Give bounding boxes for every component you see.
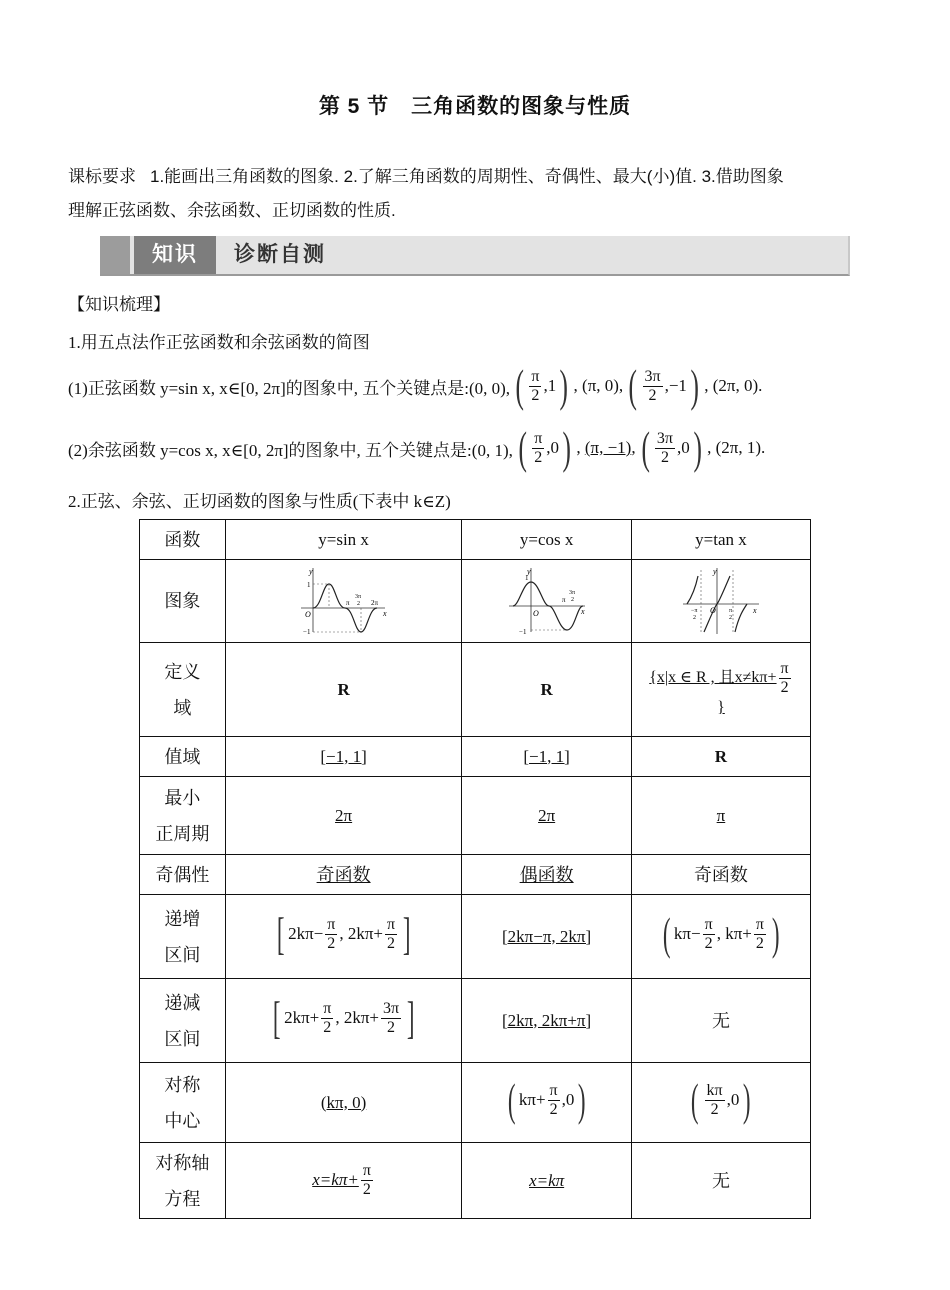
requirements: [68, 160, 888, 228]
point-pi-over-2-1: ( $\frac{\pi}{2}$ , 1 ): [515, 360, 569, 411]
label-symmetry-center: 对称 中心: [140, 1063, 226, 1143]
tick-2: 2: [728, 615, 732, 621]
origin-label: O: [532, 609, 539, 618]
cos-increasing: [2kπ−π, 2kπ]: [462, 895, 632, 979]
sine-graph: [299, 566, 389, 636]
tan-range: R: [631, 737, 810, 777]
tick-neg-pi: −π: [690, 608, 698, 614]
tan-decreasing: 无: [631, 979, 810, 1063]
tick-2: 2: [692, 615, 696, 621]
origin-label: O: [709, 606, 716, 615]
tick-neg1: −1: [302, 628, 311, 636]
banner-tag: 知识: [134, 236, 216, 274]
tick-pi: π: [561, 596, 566, 604]
sin-range: [−1, 1]: [225, 737, 462, 777]
tick-pi: π: [728, 608, 732, 614]
axis-label-y: y: [526, 567, 531, 576]
table-row: [140, 520, 811, 560]
point-pi-over-2-0: ( $\frac{\pi}{2}$ , 0 ): [518, 422, 571, 473]
tan-increasing: ( kπ − $\frac{\pi}{2}$ , kπ + $\frac{\pi}{2}$ ): [631, 895, 810, 979]
cos-symmetry-axis: x=kπ: [462, 1143, 632, 1219]
tick-1: 1: [524, 574, 529, 582]
table-row: [140, 895, 811, 979]
sine-line-prefix: (1)正弦函数 y=sin x, x∈[0, 2π]的图象中, 五个关键点是:(0, 0),: [68, 378, 511, 398]
table-row: [140, 560, 811, 643]
cosine-line-prefix: (2)余弦函数 y=cos x, x∈[0, 2π]的图象中, 五个关键点是:(0, 1),: [68, 440, 513, 460]
cos-range: [−1, 1]: [462, 737, 632, 777]
sin-symmetry-center: (kπ, 0): [225, 1063, 462, 1143]
table-row: [140, 777, 811, 855]
tick-1: 1: [306, 581, 311, 589]
tan-symmetry-axis: 无: [631, 1143, 810, 1219]
cos-period: 2π: [462, 777, 632, 855]
axis-label-x: x: [752, 606, 757, 615]
point-3pi-over-2-neg1: ( $\frac{3\pi}{2}$ , −1 ): [628, 360, 699, 411]
table-row: [140, 855, 811, 895]
tan-graph-cell: [631, 560, 810, 643]
table-row: [140, 1143, 811, 1219]
tick-3pi: 3π: [568, 590, 575, 596]
point-pi-0: (π, 0),: [582, 376, 624, 395]
section-banner: [100, 236, 850, 276]
sin-symmetry-axis: x=kπ+ $\frac{\pi}{2}$: [225, 1143, 462, 1219]
item-2-text: 2.正弦、余弦、正切函数的图象与性质(下表中 k∈Z): [68, 492, 451, 511]
tick-neg1: −1: [518, 628, 527, 636]
sine-keypoints-line: (1)正弦函数 y=sin x, x∈[0, 2π]的图象中, 五个关键点是:(0, 0), ( $\frac{\pi}{2}$ , 1 ) , (π, 0), ( $\frac{3\pi}{2}$ , −1 ) , (2π, 0).: [68, 360, 763, 411]
point-3pi-over-2-0: ( $\frac{3\pi}{2}$ , 0 ): [641, 422, 702, 473]
cosine-graph: [507, 566, 587, 636]
banner-subtitle: 诊断自测: [234, 243, 326, 266]
origin-label: O: [304, 610, 311, 619]
tick-2: 2: [570, 597, 574, 603]
axis-label-y: y: [308, 567, 313, 576]
requirements-label: 课标要求: [68, 167, 136, 186]
sin-decreasing: [ 2kπ + $\frac{\pi}{2}$ , 2kπ + $\frac{3\pi}{2}$ ]: [225, 979, 462, 1063]
axis-label-y: y: [712, 567, 717, 576]
cos-graph-cell: [462, 560, 632, 643]
point-2pi-1: (2π, 1).: [715, 438, 766, 457]
label-range: 值域: [140, 737, 226, 777]
label-increasing: 递增 区间: [140, 895, 226, 979]
cos-domain: R: [462, 643, 632, 737]
tan-parity: 奇函数: [631, 855, 810, 895]
tan-symmetry-center: ( $\frac{k\pi}{2}$ , 0 ): [631, 1063, 810, 1143]
tan-period: π: [631, 777, 810, 855]
table-row: [140, 737, 811, 777]
sin-period: 2π: [225, 777, 462, 855]
sin-parity: 奇函数: [225, 855, 462, 895]
label-period: 最小 正周期: [140, 777, 226, 855]
header-sin: y=sin x: [225, 520, 462, 560]
cosine-keypoints-line: (2)余弦函数 y=cos x, x∈[0, 2π]的图象中, 五个关键点是:(0, 1), ( $\frac{\pi}{2}$ , 0 ) , (π, −1) , ( $\frac{3\pi}{2}$ , 0 ) , (2π, 1).: [68, 422, 766, 473]
table-row: [140, 643, 811, 737]
tangent-graph: [681, 566, 761, 636]
trig-properties-table: [139, 519, 811, 1219]
axis-label-x: x: [382, 609, 387, 618]
point-2pi-0: (2π, 0).: [712, 376, 763, 395]
section-heading: 【知识梳理】: [68, 295, 170, 314]
label-parity: 奇偶性: [140, 855, 226, 895]
table-row: [140, 1063, 811, 1143]
sin-increasing: [ 2kπ − $\frac{\pi}{2}$ , 2kπ + $\frac{\pi}{2}$ ]: [225, 895, 462, 979]
label-symmetry-axis: 对称轴 方程: [140, 1143, 226, 1219]
label-decreasing: 递减 区间: [140, 979, 226, 1063]
sin-domain: R: [225, 643, 462, 737]
axis-label-x: x: [580, 607, 585, 616]
page-title: 第 5 节 三角函数的图象与性质: [318, 95, 632, 118]
table-row: [140, 979, 811, 1063]
item-1-text: 1.用五点法作正弦函数和余弦函数的简图: [68, 333, 370, 352]
requirements-text-2: 理解正弦函数、余弦函数、正切函数的性质.: [68, 201, 396, 220]
tick-2: 2: [356, 601, 360, 607]
cos-parity: 偶函数: [462, 855, 632, 895]
tan-domain: {x|x ∈ R , 且x≠kπ+ $\frac{\pi}{2}$ }: [631, 643, 810, 737]
tick-pi: π: [345, 599, 350, 607]
header-function: 函数: [140, 520, 226, 560]
requirements-text-1: 1.能画出三角函数的图象. 2.了解三角函数的周期性、奇偶性、最大(小)值. 3.借助图象: [150, 167, 784, 186]
header-cos: y=cos x: [462, 520, 632, 560]
cos-symmetry-center: ( kπ + $\frac{\pi}{2}$ , 0 ): [462, 1063, 632, 1143]
header-tan: y=tan x: [631, 520, 810, 560]
label-graph: 图象: [140, 560, 226, 643]
cos-decreasing: [2kπ, 2kπ+π]: [462, 979, 632, 1063]
point-pi-neg1: (π, −1): [584, 438, 632, 457]
tick-2pi: 2π: [370, 599, 378, 607]
tick-3pi: 3π: [354, 594, 361, 600]
sin-graph-cell: [225, 560, 462, 643]
label-domain: 定义 域: [140, 643, 226, 737]
